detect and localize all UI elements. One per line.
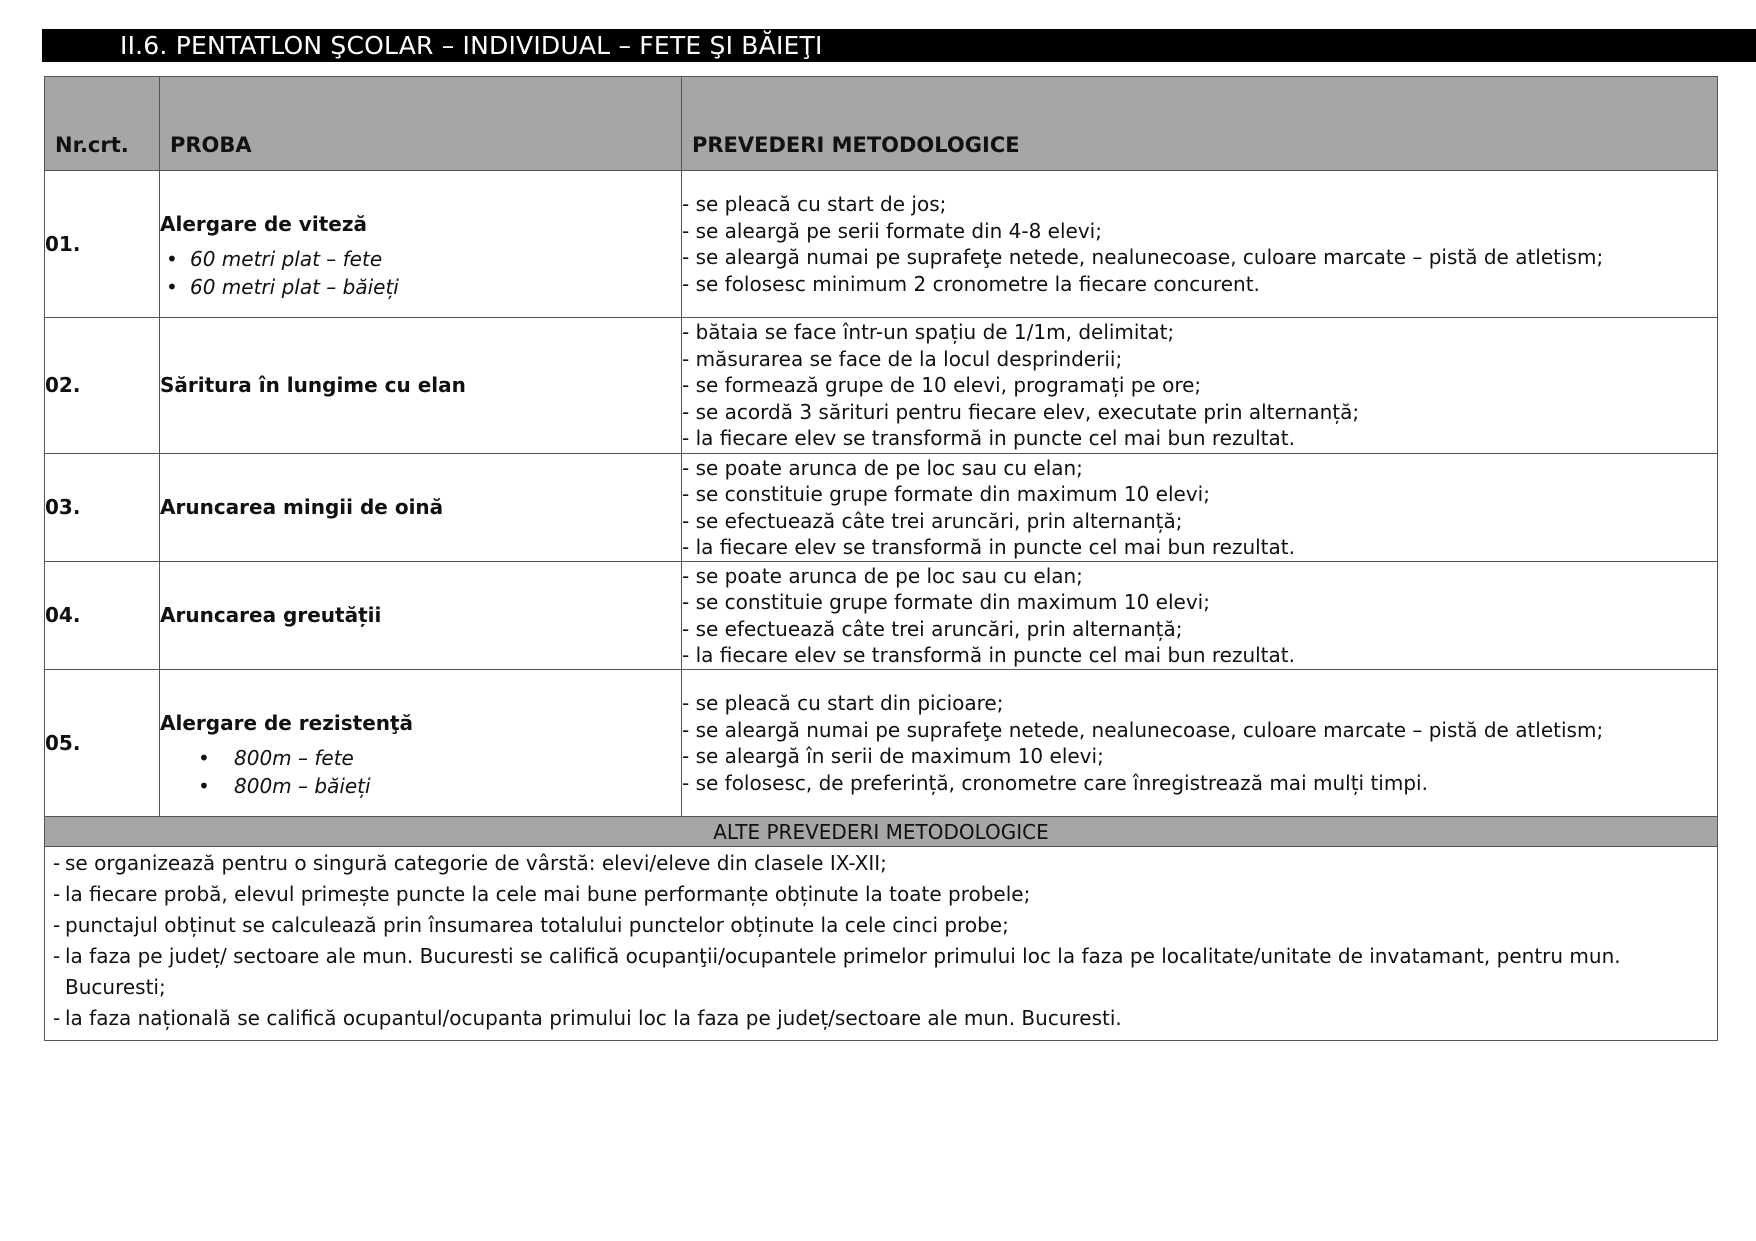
row-number: 04. [45,562,160,670]
pentathlon-table [44,76,1718,1041]
proba-name: Aruncarea mingii de oină [160,495,444,520]
prevederi-line: - se formează grupe de 10 elevi, programați pe ore; [682,373,1202,398]
table-row [45,454,1718,562]
proba-sub-item: • 800m – fete [160,744,681,772]
prevederi-line: - se folosesc minimum 2 cronometre la fiecare concurent. [682,271,1260,296]
prevederi-line: - se aleargă numai pe suprafeţe netede, nealunecoase, culoare marcate – pistă de atletism; [682,245,1604,269]
list-item: - la fiecare probă, elevul primește puncte la cele mai bune performanțe obținute la toate probele; [53,879,1709,910]
alte-item-text: la fiecare probă, elevul primește puncte la cele mai bune performanțe obținute la toate probele; [65,882,1031,906]
proba-name: Alergare de viteză [160,211,367,236]
prevederi-line: - se poate arunca de pe loc sau cu elan; [682,455,1083,480]
row-number: 01. [45,171,160,318]
prevederi-cell [682,670,1718,817]
list-item: - la faza pe județ/ sectoare ale mun. Bucuresti se califică ocupanţii/ocupantele primelor primului loc la faza pe localitate/unitate de invatamant, pentru mun. Bucuresti; [53,941,1709,1003]
alte-item-text: la faza pe județ/ sectoare ale mun. Bucuresti se califică ocupanţii/ocupantele primelor primului loc la faza pe localitate/unitate de invatamant, pentru mun. Bucuresti; [65,944,1621,999]
prevederi-line: - se pleacă cu start de jos; [682,192,947,216]
list-item: - punctajul obținut se calculează prin însumarea totalului punctelor obținute la cele cinci probe; [53,910,1709,941]
row-number: 05. [45,670,160,817]
proba-sub-item: • 60 metri plat – băieți [160,273,681,301]
header-proba: PROBA [160,77,682,171]
alte-heading: ALTE PREVEDERI METODOLOGICE [45,817,1718,847]
prevederi-line: - se pleacă cu start din picioare; [682,691,1004,715]
proba-name: Săritura în lungime cu elan [160,373,466,398]
list-item: - se organizează pentru o singură categorie de vârstă: elevi/eleve din clasele IX-XII; [53,848,1709,879]
prevederi-line: - la fiecare elev se transformă in puncte cel mai bun rezultat. [682,426,1295,451]
section-title-bar [42,29,1756,62]
proba-sub-list [160,245,681,301]
prevederi-cell [682,562,1718,670]
alte-heading-row [45,817,1718,847]
prevederi-line: - se constituie grupe formate din maximum 10 elevi; [682,482,1210,506]
prevederi-line: - se poate arunca de pe loc sau cu elan; [682,563,1083,588]
table-row [45,670,1718,817]
table-row [45,562,1718,670]
prevederi-line: - măsurarea se face de la locul desprinderii; [682,346,1123,371]
prevederi-line: - se efectuează câte trei aruncări, prin alternanță; [682,616,1183,641]
table-row [45,171,1718,318]
prevederi-line: - la fiecare elev se transformă in puncte cel mai bun rezultat. [682,643,1295,667]
proba-sub-list [160,744,681,800]
alte-item-text: se organizează pentru o singură categorie de vârstă: elevi/eleve din clasele IX-XII; [65,851,887,875]
alte-item-text: la faza națională se califică ocupantul/ocupanta primului loc la faza pe județ/sectoare ale mun. Bucuresti. [65,1006,1122,1030]
proba-cell [160,670,682,817]
proba-cell [160,171,682,318]
proba-name: Aruncarea greutății [160,603,382,628]
prevederi-line: - se aleargă pe serii formate din 4-8 elevi; [682,218,1102,243]
proba-sub-item: • 800m – băieți [160,772,681,800]
prevederi-line: - se aleargă numai pe suprafeţe netede, nealunecoase, culoare marcate – pistă de atletism; [682,717,1604,742]
table-header-row [45,77,1718,171]
proba-sub-item: • 60 metri plat – fete [160,245,681,273]
table-row [45,318,1718,454]
prevederi-line: - se folosesc, de preferință, cronometre care înregistrează mai mulți timpi. [682,770,1428,795]
prevederi-line: - bătaia se face într-un spațiu de 1/1m, delimitat; [682,320,1175,345]
prevederi-cell [682,171,1718,318]
header-nr: Nr.crt. [45,77,160,171]
prevederi-line: - se acordă 3 sărituri pentru fiecare elev, executate prin alternanță; [682,399,1360,424]
proba-cell [160,318,682,454]
alte-list [45,847,1718,1041]
prevederi-line: - se constituie grupe formate din maximum 10 elevi; [682,590,1210,614]
alte-item-text: punctajul obținut se calculează prin însumarea totalului punctelor obținute la cele cinci probe; [65,913,1009,937]
prevederi-cell [682,318,1718,454]
proba-cell [160,454,682,562]
prevederi-line: - se aleargă în serii de maximum 10 elevi; [682,744,1104,768]
prevederi-cell [682,454,1718,562]
alte-body-row [45,847,1718,1041]
row-number: 02. [45,318,160,454]
proba-cell [160,562,682,670]
prevederi-line: - la fiecare elev se transformă in puncte cel mai bun rezultat. [682,535,1295,559]
proba-name: Alergare de rezistenţă [160,710,414,735]
header-prevederi: PREVEDERI METODOLOGICE [682,77,1718,171]
page-title: II.6. PENTATLON ŞCOLAR – INDIVIDUAL – FETE ŞI BĂIEŢI [120,31,823,60]
prevederi-line: - se efectuează câte trei aruncări, prin alternanță; [682,508,1183,533]
row-number: 03. [45,454,160,562]
list-item: - la faza națională se califică ocupantul/ocupanta primului loc la faza pe județ/sectoare ale mun. Bucuresti. [53,1003,1709,1034]
